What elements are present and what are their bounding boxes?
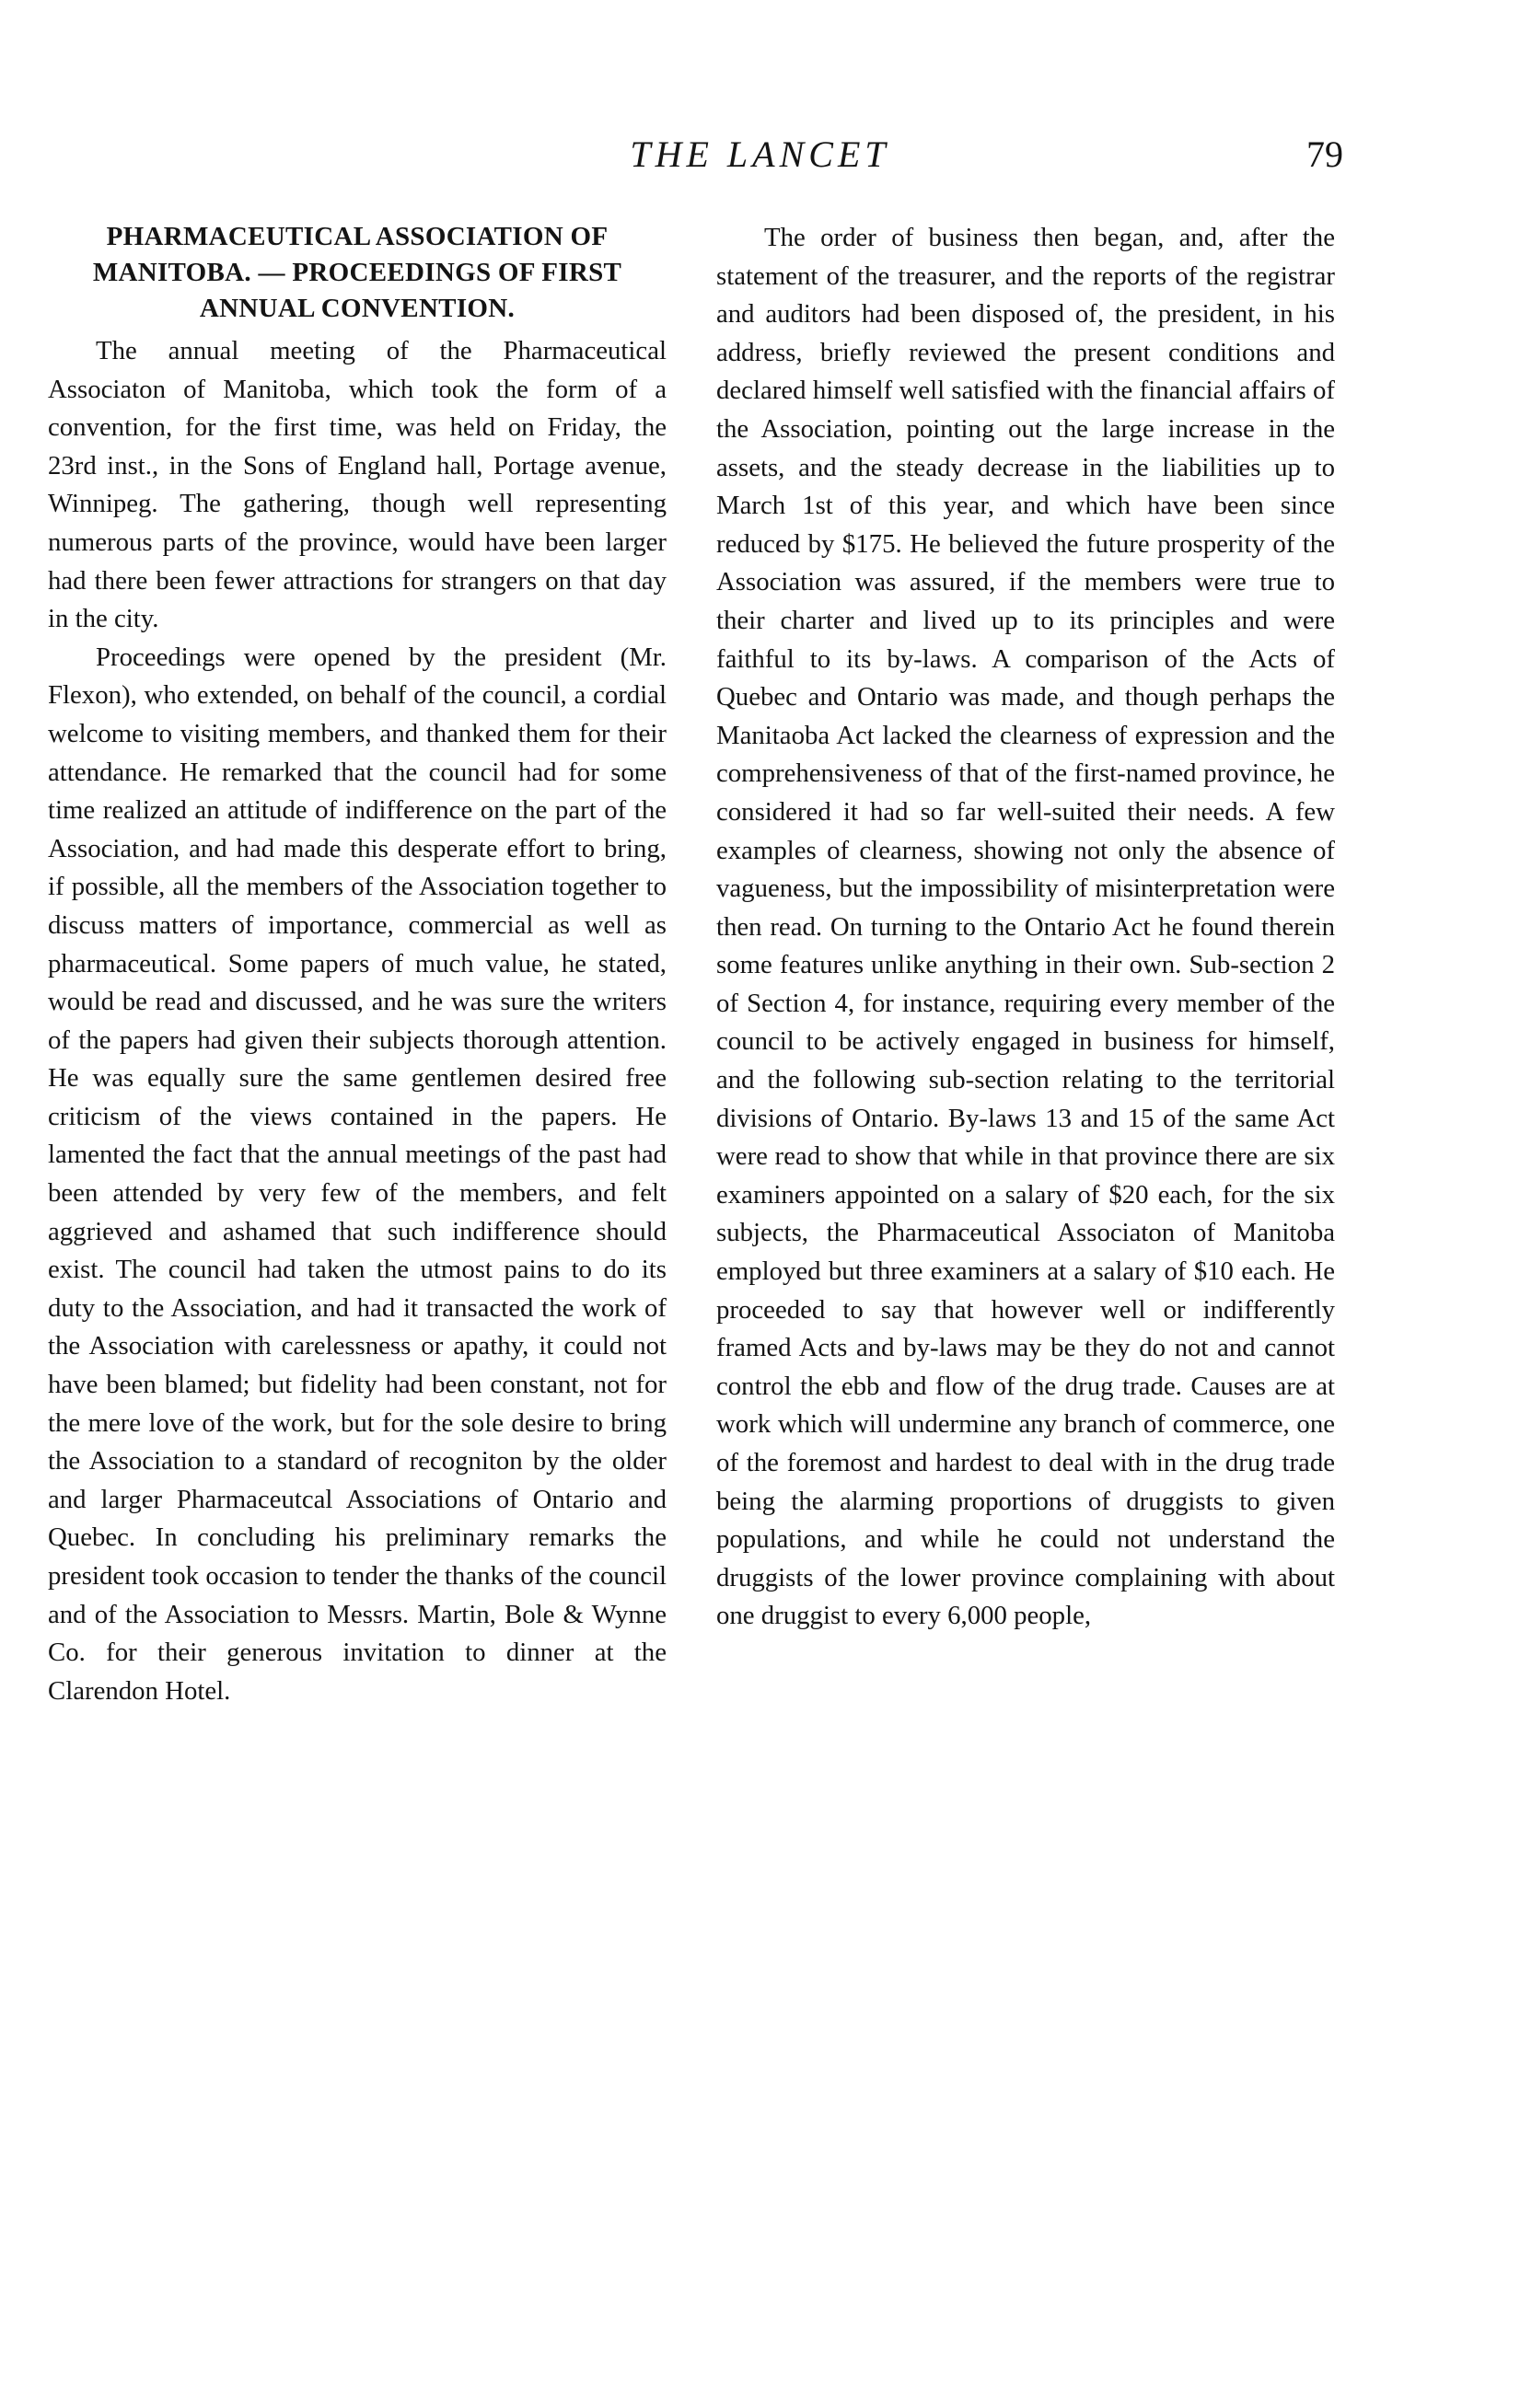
article-heading: PHARMACEUTICAL ASSOCIATION OF MANITOBA. — PROCEEDINGS OF FIRST ANNUAL CONVENTION. xyxy=(92,222,622,323)
article-paragraph-3: The order of business then began, and, after the statement of the treasurer, and the reports of the registrar and auditors had been disposed of, the president, in his address, briefly reviewed the present conditions and declared himself well satisfied with the financial affairs of the Association, pointing out the large increase in the assets, and the steady decrease in the liabilities up to March 1st of this year, and which have been since reduced by $175. He believed the future prosperity of the Association was assured, if the members were true to their charter and lived up to its principles and were faithful to its by-laws. A comparison of the Acts of Quebec and Ontario was made, and though perhaps the Manitaoba Act lacked the clearness of expression and the comprehensiveness of that of the first-named province, he considered it had so far well-suited their needs. A few examples of clearness, showing not only the absence of vagueness, but the impossibility of misinterpretation were then read. On turning to the Ontario Act he found therein some features unlike anything in their own. Sub-section 2 of Section 4, for instance, requiring every member of the council to be actively engaged in business for himself, and the following sub-section relating to the territorial divisions of Ontario. By-laws 13 and 15 of the same Act were read to show that while in that province there are six examiners appointed on a salary of $20 each, for the six subjects, the Pharmaceutical Associaton of Manitoba employed but three examiners at a salary of $10 each. He proceeded to say that however well or indifferently framed Acts and by-laws may be they do not and cannot control the ebb and flow of the drug trade. Causes are at work which will undermine any branch of commerce, one of the foremost and hardest to deal with in the drug trade being the alarming proportions of druggists to given populations, and while he could not understand the druggists of the lower province complaining with about one druggist to every 6,000 people, xyxy=(716,223,1335,1631)
page-number: 79 xyxy=(1306,133,1343,175)
journal-title: THE LANCET xyxy=(630,133,890,175)
article-paragraph-2: Proceedings were opened by the president (Mr. Flexon), who extended, on behalf of the council, a cordial welcome to visiting members, and thanked them for their attendance. He remarked that the council had for some time realized an attitude of indifference on the part of the Association, and had made this desperate effort to bring, if possible, all the members of the Association together to discuss matters of importance, commercial as well as pharmaceutical. Some papers of much value, he stated, would be read and discussed, and he was sure the writers of the papers had given their subjects thorough attention. He was equally sure the same gentlemen desired free criticism of the views contained in the papers. He lamented the fact that the annual meetings of the past had been attended by very few of the members, and felt aggrieved and ashamed that such indifference should exist. The council had taken the utmost pains to do its duty to the Association, and had it transacted the work of the Association with carelessness or apathy, it could not have been blamed; but fidelity had been constant, not for the mere love of the work, but for the sole desire to bring the Association to a standard of recogniton by the older and larger Pharmaceutcal Associations of Ontario and Quebec. In concluding his preliminary remarks the president took occasion to tender the thanks of the council and of the Association to Messrs. Martin, Bole & Wynne Co. for their generous invitation to dinner at the Clarendon Hotel. xyxy=(48,642,667,1706)
running-head xyxy=(0,127,1520,182)
article-paragraph-1: The annual meeting of the Pharmaceutical Associaton of Manitoba, which took the form of a convention, for the first time, was held on Friday, the 23rd inst., in the Sons of England hall, Portage avenue, Winnipeg. The gathering, though well representing numerous parts of the province, would have been larger had there been fewer attractions for strangers on that day in the city. xyxy=(48,336,667,634)
left-column xyxy=(48,219,667,1710)
right-column xyxy=(716,219,1335,1636)
